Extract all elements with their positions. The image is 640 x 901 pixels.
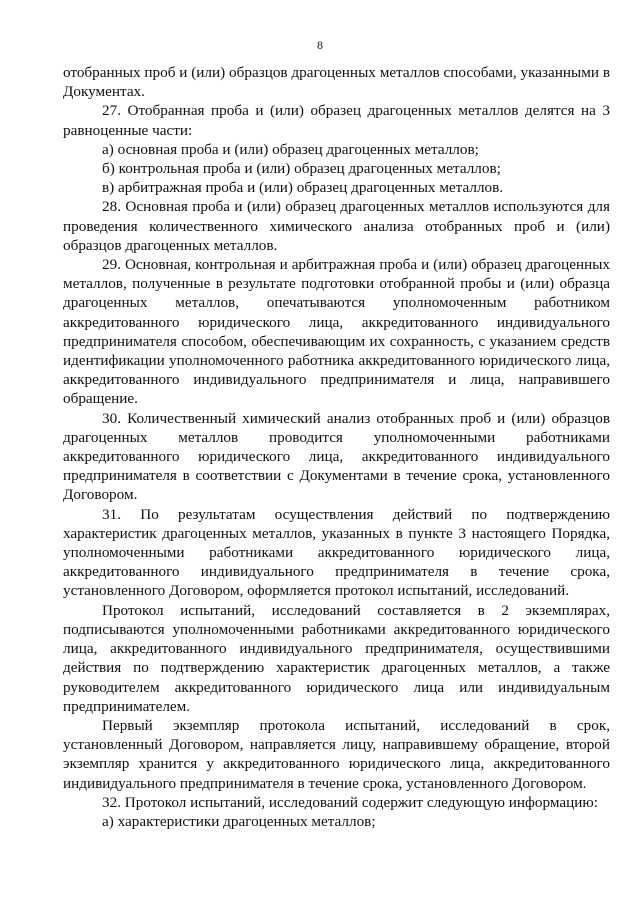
paragraph-item-27: 27. Отобранная проба и (или) образец драгоценных металлов делятся на 3 равноценные части: [63, 102, 610, 139]
paragraph-continuation: отобранных проб и (или) образцов драгоценных металлов способами, указанными в Документах. [63, 64, 610, 101]
paragraph-item-29: 29. Основная, контрольная и арбитражная проба и (или) образец драгоценных металлов, полученные в результате подготовки отобранной пробы и (или) образца драгоценных металлов, опечатываются уполномоченным работником аккредитованного юридического лица, аккредитованного индивидуального предпринимателя способом, обеспечивающим их сохранность, с указанием средств идентификации уполномоченного работника аккредитованного юридического лица, аккредитованного индивидуального предпринимателя и лица, направившего обращение. [63, 256, 610, 408]
paragraph-item-28: 28. Основная проба и (или) образец драгоценных металлов используются для проведения количественного химического анализа отобранных проб и (или) образцов драгоценных металлов. [63, 198, 610, 254]
list-item-32-a: а) характеристики драгоценных металлов; [102, 812, 376, 830]
list-item-c: в) арбитражная проба и (или) образец драгоценных металлов. [102, 179, 504, 197]
page-number: 8 [317, 38, 323, 52]
list-item-a: а) основная проба и (или) образец драгоценных металлов; [102, 140, 479, 158]
paragraph-item-30: 30. Количественный химический анализ отобранных проб и (или) образцов драгоценных металлов проводится уполномоченными работниками аккредитованного юридического лица, аккредитованного индивидуального предпринимателя в соответствии с Документами в течение срока, установленного Договором. [63, 409, 610, 504]
list-item-b: б) контрольная проба и (или) образец драгоценных металлов; [102, 160, 501, 178]
document-body [63, 63, 610, 831]
paragraph-protocol-copies: Протокол испытаний, исследований составляется в 2 экземплярах, подписываются уполномоченными работниками аккредитованного юридического лица, аккредитованного индивидуального предпринимателя, осуществившими действия по подтверждению характеристик драгоценных металлов, а также руководителем аккредитованного юридического лица или индивидуальным предпринимателем. [63, 601, 610, 715]
paragraph-item-31: 31. По результатам осуществления действий по подтверждению характеристик драгоценных металлов, указанных в пункте 3 настоящего Порядка, уполномоченными работниками аккредитованного юридического лица, аккредитованного индивидуального предпринимателя в течение срока, установленного Договором, оформляется протокол испытаний, исследований. [63, 505, 610, 600]
paragraph-protocol-distribution: Первый экземпляр протокола испытаний, исследований в срок, установленный Договором, направляется лицу, направившему обращение, второй экземпляр хранится у аккредитованного юридического лица, аккредитованного индивидуального предпринимателя в течение срока, установленного Договором. [63, 716, 610, 792]
paragraph-item-32: 32. Протокол испытаний, исследований содержит следующую информацию: [102, 793, 598, 811]
